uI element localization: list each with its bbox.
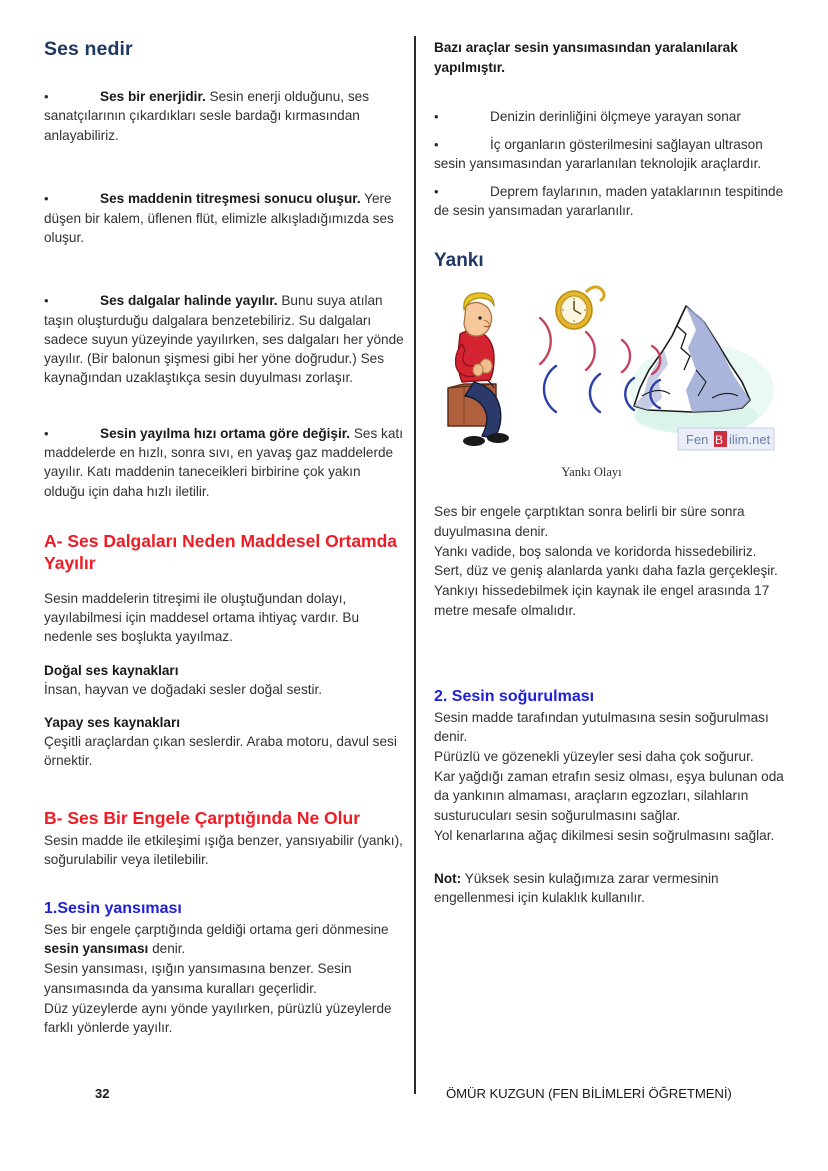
- reflection-definition-part2: denir.: [148, 941, 186, 957]
- list-item-text: Sesin enerji olduğunu, ses sanatçılarının çıkardıkları sesle bardağı kırmasından anlayabiliriz.: [44, 89, 370, 143]
- list-item-text: Yere düşen bir kalem, üflenen flüt, elimizle alkışladığımızda ses oluşur.: [44, 191, 394, 245]
- reflection-definition: [44, 920, 404, 959]
- bullet-icon: [44, 88, 100, 106]
- spacer: [434, 220, 789, 250]
- list-item: [44, 87, 404, 145]
- artificial-sources-title: Yapay ses kaynakları: [44, 715, 181, 731]
- list-item: [44, 424, 404, 501]
- list-item: [44, 189, 404, 247]
- absorption-line-1: Sesin madde tarafından yutulmasına sesin soğurulması denir.: [434, 709, 769, 745]
- natural-sources-title: Doğal ses kaynakları: [44, 662, 179, 678]
- section-b-paragraph: Sesin madde ile etkileşimi ışığa benzer, yansıyabilir (yankı), soğurulabilir veya iletilebilir.: [44, 833, 403, 868]
- list-item: [44, 291, 404, 388]
- logo-text-ilim: ilim.net: [729, 432, 771, 448]
- note-label: Not:: [434, 870, 462, 886]
- spacer: [44, 785, 404, 807]
- list-item: [434, 182, 789, 221]
- heading-echo: Yankı: [434, 250, 484, 272]
- logo-badge-b: B: [714, 433, 724, 448]
- column-divider: [414, 36, 416, 1094]
- heading-section-b: B- Ses Bir Engele Çarptığında Ne Olur: [44, 807, 361, 828]
- spacer: [434, 860, 789, 869]
- left-column: [44, 38, 404, 1052]
- list-item: [434, 107, 789, 126]
- spacer: [44, 261, 404, 291]
- page-title: Ses nedir: [44, 38, 133, 60]
- heading-sound-reflection: 1.Sesin yansıması: [44, 899, 182, 917]
- reflection-term: sesin yansıması: [44, 941, 149, 957]
- list-item-lead: Ses maddenin titreşmesi sonucu oluşur.: [100, 191, 361, 207]
- bullet-icon: [44, 292, 100, 310]
- echo-illustration: [434, 278, 789, 480]
- heading-sound-absorption: 2. Sesin soğurulması: [434, 687, 595, 705]
- absorption-note: [434, 869, 789, 908]
- note-text: Yüksek sesin kulağımıza zarar vermesinin engellenmesi için kulaklık kullanılır.: [434, 870, 719, 906]
- bullet-icon: [44, 425, 100, 443]
- pocket-watch-icon: [556, 287, 604, 329]
- boy-figure-icon: [448, 293, 509, 446]
- spacer: [434, 480, 789, 502]
- section-a-paragraph: Sesin maddelerin titreşimi ile oluştuğundan dolayı, yayılabilmesi için maddesel ortama ihtiyaç vardır. Bu nedenle ses boşlukta yayılmaz.: [44, 590, 360, 645]
- bullet-icon: [434, 136, 490, 154]
- absorption-line-4: Yol kenarlarına ağaç dikilmesi sesin soğrulmasını sağlar.: [434, 827, 775, 843]
- list-item-text: Deprem faylarının, maden yataklarının tespitinde de sesin yansımadan yararlanılır.: [434, 183, 784, 219]
- list-item-text: İç organların gösterilmesini sağlayan ultrason sesin yansımasından yararlanılan teknolojik araçlardır.: [434, 136, 763, 172]
- spacer: [434, 665, 789, 687]
- natural-sources-text: İnsan, hayvan ve doğadaki sesler doğal sestir.: [44, 681, 323, 697]
- echo-line-1: Ses bir engele çarptıktan sonra belirli bir süre sonra duyulmasına denir.: [434, 504, 745, 540]
- spacer: [44, 402, 404, 424]
- list-item-lead: Ses bir enerjidir.: [100, 89, 206, 104]
- bullet-icon: [434, 183, 490, 201]
- figure-caption: Yankı Olayı: [561, 465, 622, 480]
- spacer: [44, 159, 404, 189]
- absorption-line-2: Pürüzlü ve gözenekli yüzeyler sesi daha çok soğurur.: [434, 748, 754, 764]
- echo-line-2: Yankı vadide, boş salonda ve koridorda hissedebiliriz.: [434, 543, 757, 559]
- echo-line-3: Sert, düz ve geniş alanlarda yankı daha fazla gerçekleşir.: [434, 563, 778, 579]
- spacer: [434, 77, 789, 107]
- reflection-rules: Sesin yansıması, ışığın yansımasına benzer. Sesin yansımasında da yansıma kuralları geçerlidir.: [44, 961, 352, 996]
- absorption-line-3: Kar yağdığı zaman etrafın sesiz olması, eşya bulunan oda da yankının almaması, araçların egzozları, silahların susturucuları sesin soğurulmasını sağlar.: [434, 768, 784, 824]
- list-item: [434, 135, 789, 174]
- list-item-text: Ses katı maddelerde en hızlı, sonra sıvı, en yavaş gaz maddelerde yayılır. Katı maddenin taneceikleri birbirine çok yakın olduğu için daha hızlı iletilir.: [44, 425, 403, 499]
- list-item-lead: Ses dalgalar halinde yayılır.: [100, 293, 278, 309]
- artificial-sources-text: Çeşitli araçlardan çıkan seslerdir. Araba motoru, davul sesi örnektir.: [44, 734, 397, 769]
- page-number: 32: [95, 1086, 110, 1101]
- list-item-text: Denizin derinliğini ölçmeye yarayan sonar: [490, 109, 741, 125]
- reflection-definition-part1: Ses bir engele çarptığında geldiği ortama geri dönmesine: [44, 921, 389, 937]
- fenbilim-logo: [678, 428, 774, 450]
- footer-author: ÖMÜR KUZGUN (FEN BİLİMLERİ ÖĞRETMENİ): [446, 1086, 732, 1101]
- spacer: [44, 515, 404, 530]
- heading-section-a: A- Ses Dalgaları Neden Maddesel Ortamda Yayılır: [44, 531, 398, 574]
- bullet-icon: [434, 108, 490, 126]
- spacer: [434, 635, 789, 665]
- list-item-lead: Sesin yayılma hızı ortama göre değişir.: [100, 425, 351, 441]
- spacer: [44, 884, 404, 899]
- list-item-text: Bunu suya atılan taşın oluşturduğu dalgalara benzetebiliriz. Su dalgaları sadece suyun yüzeyinde yayılırken, ses dalgaları her yönde yayılır. (Bir balonun şişmesi gibi her yöne doğrudur.) Ses kaynağından uzaklaştıkça sesin duyulması zorlaşır.: [44, 293, 404, 386]
- right-column: [434, 38, 789, 922]
- tools-intro: Bazı araçlar sesin yansımasından yaralanılarak yapılmıştır.: [434, 40, 738, 75]
- bullet-icon: [44, 190, 100, 208]
- reflection-surfaces: Düz yüzeylerde aynı yönde yayılırken, pürüzlü yüzeylerde farklı yönlerde yayılır.: [44, 1000, 392, 1036]
- echo-line-4: Yankıyı hissedebilmek için kaynak ile engel arasında 17 metre mesafe olmalıdır.: [434, 583, 770, 618]
- logo-text-fen: Fen: [686, 432, 709, 448]
